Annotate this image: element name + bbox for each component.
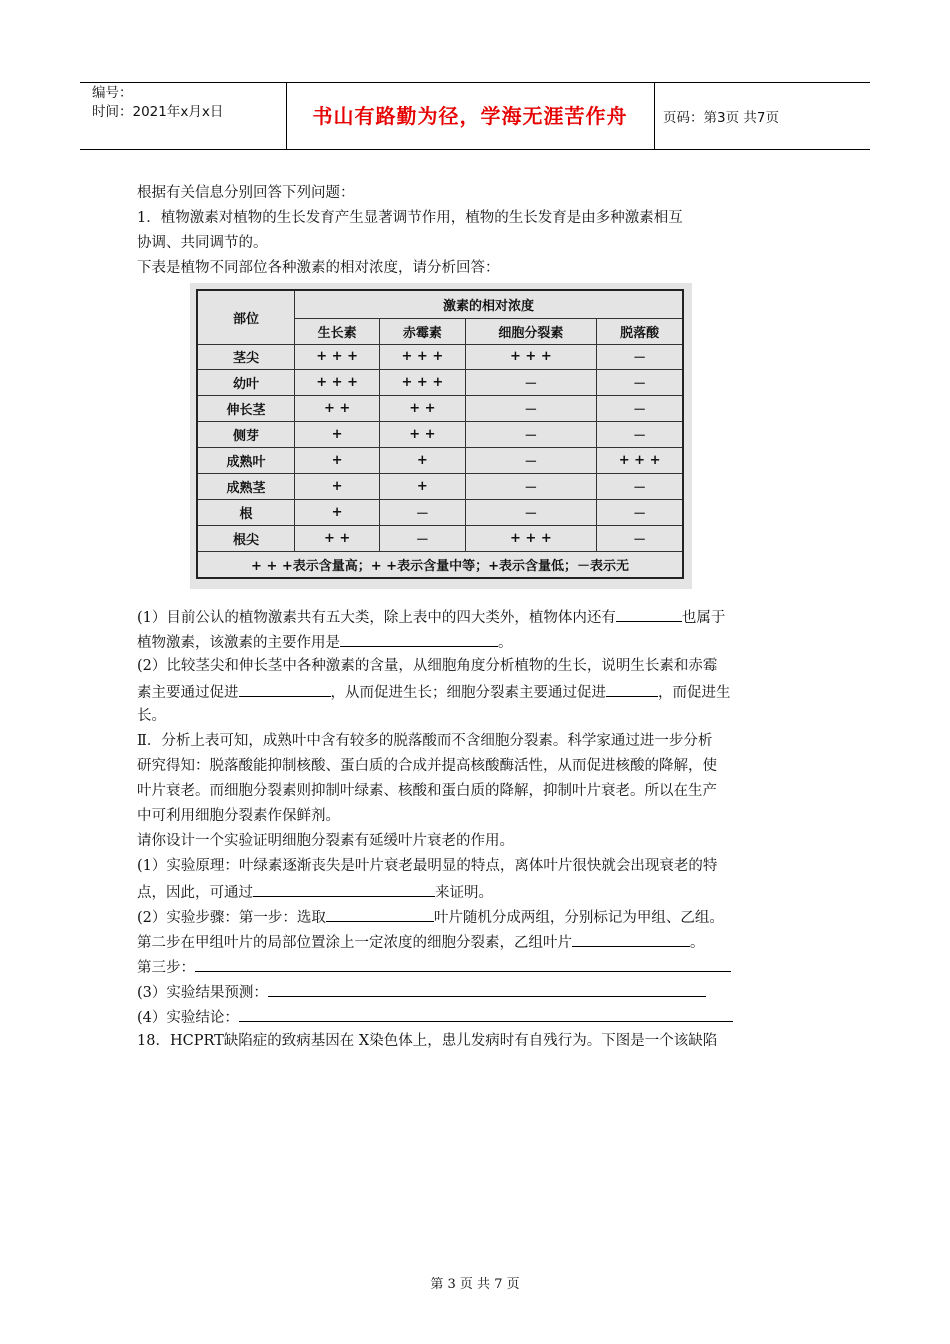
question-text: (2）实验步骤：第一步：选取 bbox=[137, 910, 326, 926]
table-cell: + + + bbox=[597, 448, 683, 474]
table-cell: + bbox=[295, 448, 380, 474]
table-cell: + + + bbox=[380, 370, 465, 396]
table-row bbox=[197, 422, 683, 448]
question-1-1 bbox=[137, 606, 725, 628]
table-legend: + + +表示含量高；+ +表示含量中等；+表示含量低；－表示无 bbox=[197, 551, 683, 578]
table-cell: － bbox=[597, 525, 683, 551]
answer-blank[interactable] bbox=[239, 1006, 733, 1022]
table-row bbox=[197, 370, 683, 396]
table-cell-part: 成熟茎 bbox=[197, 474, 295, 500]
table-cell: － bbox=[380, 500, 465, 526]
experiment-steps bbox=[137, 906, 724, 928]
table-cell: － bbox=[465, 448, 597, 474]
answer-blank[interactable] bbox=[239, 681, 331, 697]
question-text: 叶片随机分成两组，分别标记为甲组、乙组。 bbox=[433, 910, 724, 926]
table-header-part: 部位 bbox=[197, 290, 295, 344]
table-cell: － bbox=[465, 422, 597, 448]
question-text: (1）目前公认的植物激素共有五大类，除上表中的四大类外，植物体内还有 bbox=[137, 610, 616, 626]
table-row bbox=[197, 474, 683, 500]
question-text: 第二步在甲组叶片的局部位置涂上一定浓度的细胞分裂素，乙组叶片 bbox=[137, 935, 572, 951]
header-divider-right bbox=[654, 82, 655, 149]
answer-blank[interactable] bbox=[606, 681, 658, 697]
header-top-rule bbox=[80, 82, 870, 83]
question-text: ，从而促进生长；细胞分裂素主要通过促进 bbox=[330, 685, 606, 701]
header-page-code: 页码：第3页 共7页 bbox=[663, 110, 779, 126]
part-2-task: 请你设计一个实验证明细胞分裂素有延缓叶片衰老的作用。 bbox=[137, 833, 514, 849]
question-text: (3）实验结果预测： bbox=[137, 985, 268, 1001]
table-cell-part: 幼叶 bbox=[197, 370, 295, 396]
table-cell: － bbox=[597, 370, 683, 396]
table-cell: + bbox=[295, 422, 380, 448]
question-text: 也属于 bbox=[681, 610, 726, 626]
table-cell-part: 伸长茎 bbox=[197, 396, 295, 422]
question-text: 来证明。 bbox=[435, 885, 493, 901]
doc-number-label: 编号： bbox=[92, 85, 133, 101]
table-cell-part: 根 bbox=[197, 500, 295, 526]
question-text: 植物激素，该激素的主要作用是 bbox=[137, 635, 340, 651]
table-cell-part: 茎尖 bbox=[197, 344, 295, 370]
header-meta bbox=[92, 84, 223, 122]
doc-time-label: 时间：2021年x月x日 bbox=[92, 104, 224, 120]
table-cell: + bbox=[295, 474, 380, 500]
table-cell: + + + bbox=[380, 344, 465, 370]
table-cell: + + + bbox=[295, 370, 380, 396]
table-cell-part: 成熟叶 bbox=[197, 448, 295, 474]
question-text: 点，因此，可通过 bbox=[137, 885, 253, 901]
question-18: 18．HCPRT缺陷症的致病基因在 X染色体上，患儿发病时有自残行为。下图是一个该缺陷 bbox=[137, 1033, 718, 1049]
table-cell: － bbox=[465, 474, 597, 500]
hormone-table-image bbox=[190, 283, 692, 589]
question-1-2: (2）比较茎尖和伸长茎中各种激素的含量，从细胞角度分析植物的生长，说明生长素和赤霉 bbox=[137, 658, 718, 674]
table-cell-part: 根尖 bbox=[197, 525, 295, 551]
part-2-paragraph: 研究得知：脱落酸能抑制核酸、蛋白质的合成并提高核酸酶活性，从而促进核酸的降解，使 bbox=[137, 758, 717, 774]
table-cell: － bbox=[597, 422, 683, 448]
table-cell: + bbox=[380, 474, 465, 500]
experiment-principle-cont bbox=[137, 881, 493, 903]
table-column-header: 生长素 bbox=[295, 318, 380, 344]
answer-blank[interactable] bbox=[195, 956, 731, 972]
question-text: (4）实验结论： bbox=[137, 1010, 239, 1026]
table-cell: + bbox=[295, 500, 380, 526]
table-cell: － bbox=[465, 370, 597, 396]
experiment-conclusion bbox=[137, 1006, 733, 1028]
question-1-1-cont bbox=[137, 631, 513, 653]
question-text: 第三步： bbox=[137, 960, 195, 976]
table-row bbox=[197, 344, 683, 370]
table-row bbox=[197, 525, 683, 551]
table-column-header: 脱落酸 bbox=[597, 318, 683, 344]
question-text: 。 bbox=[690, 935, 705, 951]
table-cell-part: 侧芽 bbox=[197, 422, 295, 448]
table-cell: － bbox=[597, 396, 683, 422]
answer-blank[interactable] bbox=[340, 631, 498, 647]
experiment-step-2 bbox=[137, 931, 705, 953]
table-cell: + + + bbox=[465, 525, 597, 551]
table-cell: + bbox=[380, 448, 465, 474]
part-2-paragraph: 中可利用细胞分裂素作保鲜剂。 bbox=[137, 808, 340, 824]
question-1-2-cont bbox=[137, 681, 731, 703]
table-row bbox=[197, 448, 683, 474]
table-legend-row bbox=[197, 551, 683, 578]
experiment-principle: (1）实验原理：叶绿素逐渐丧失是叶片衰老最明显的特点，离体叶片很快就会出现衰老的特 bbox=[137, 858, 718, 874]
answer-blank[interactable] bbox=[268, 981, 706, 997]
table-cell: － bbox=[465, 396, 597, 422]
question-1-line: 协调、共同调节的。 bbox=[137, 235, 268, 251]
answer-blank[interactable] bbox=[572, 931, 690, 947]
header-motto: 书山有路勤为径，学海无涯苦作舟 bbox=[312, 104, 628, 128]
intro-line: 根据有关信息分别回答下列问题： bbox=[137, 185, 355, 201]
table-cell: － bbox=[380, 525, 465, 551]
question-text: ，而促进生 bbox=[658, 685, 731, 701]
table-column-header: 细胞分裂素 bbox=[465, 318, 597, 344]
table-cell: － bbox=[465, 500, 597, 526]
answer-blank[interactable] bbox=[326, 906, 434, 922]
table-row bbox=[197, 396, 683, 422]
table-column-header: 赤霉素 bbox=[380, 318, 465, 344]
part-2-paragraph: 叶片衰老。而细胞分裂素则抑制叶绿素、核酸和蛋白质的降解，抑制叶片衰老。所以在生产 bbox=[137, 783, 717, 799]
hormone-table bbox=[196, 289, 684, 579]
question-text: 素主要通过促进 bbox=[137, 685, 239, 701]
answer-blank[interactable] bbox=[616, 606, 682, 622]
table-row bbox=[197, 500, 683, 526]
header-bottom-rule bbox=[80, 149, 870, 150]
table-cell: － bbox=[597, 500, 683, 526]
table-intro-line: 下表是植物不同部位各种激素的相对浓度，请分析回答： bbox=[137, 260, 500, 276]
table-cell: + + + bbox=[465, 344, 597, 370]
part-2-paragraph: Ⅱ．分析上表可知，成熟叶中含有较多的脱落酸而不含细胞分裂素。科学家通过进一步分析 bbox=[137, 733, 713, 749]
question-text: 。 bbox=[498, 635, 513, 651]
experiment-step-3 bbox=[137, 956, 731, 978]
experiment-prediction bbox=[137, 981, 706, 1003]
table-cell: + + bbox=[380, 396, 465, 422]
table-cell: + + bbox=[295, 396, 380, 422]
question-1-2-end: 长。 bbox=[137, 708, 166, 724]
table-cell: + + bbox=[295, 525, 380, 551]
table-cell: + + + bbox=[295, 344, 380, 370]
table-header-group: 激素的相对浓度 bbox=[295, 290, 684, 318]
table-cell: － bbox=[597, 474, 683, 500]
table-cell: － bbox=[597, 344, 683, 370]
question-1-line: 1．植物激素对植物的生长发育产生显著调节作用，植物的生长发育是由多种激素相互 bbox=[137, 210, 683, 226]
table-cell: + + bbox=[380, 422, 465, 448]
answer-blank[interactable] bbox=[253, 881, 435, 897]
page-footer: 第 3 页 共 7 页 bbox=[430, 1277, 520, 1292]
